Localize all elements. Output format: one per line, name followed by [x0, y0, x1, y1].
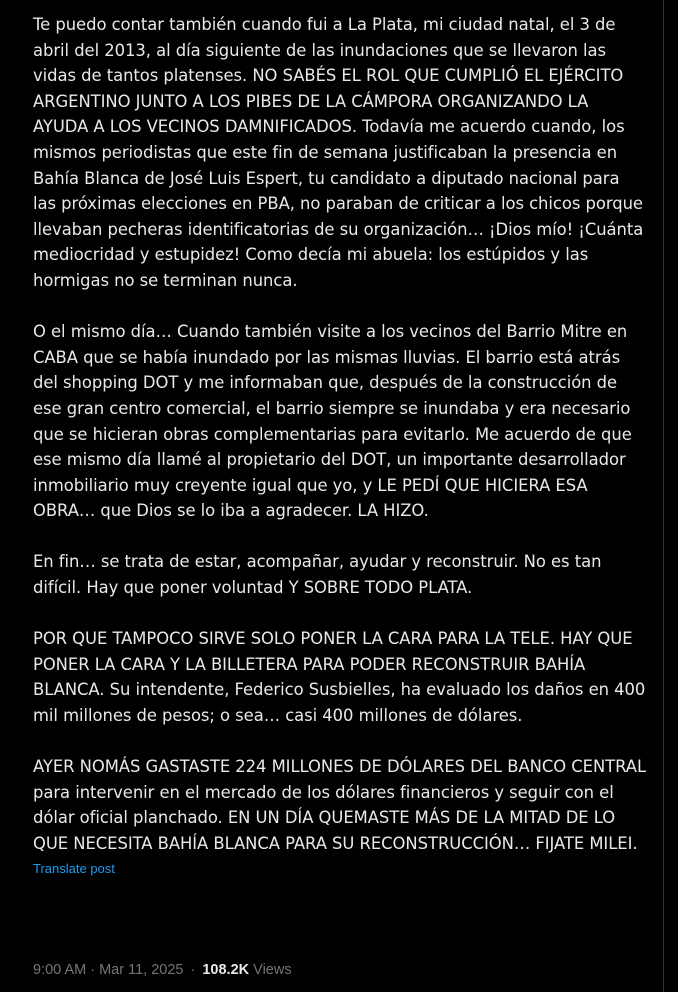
post-paragraph-4: POR QUE TAMPOCO SIRVE SOLO PONER LA CARA PARA LA TELE. HAY QUE PONER LA CARA Y LA BILLETERA PARA PODER RECONSTRUIR BAHÍA BLANCA. Su intendente, Federico Susbielles, ha evaluado los daños en 400 mil millones de pesos; o sea… casi 400 millones de dólares.	[33, 629, 646, 726]
meta-separator: ·	[190, 962, 196, 978]
post-meta	[33, 962, 292, 978]
post-text	[33, 12, 647, 857]
translate-post-link[interactable]: Translate post	[33, 860, 115, 876]
post-paragraph-1: Te puedo contar también cuando fui a La Plata, mi ciudad natal, el 3 de abril del 2013, al día siguiente de las inundaciones que se llevaron las vidas de tantos platenses. NO SABÉS EL ROL QUE CUMPLIÓ EL EJÉRCITO ARGENTINO JUNTO A LOS PIBES DE LA CÁMPORA ORGANIZANDO LA AYUDA A LOS VECINOS DAMNIFICADOS. Todavía me acuerdo cuando, los mismos periodistas que este fin de semana justificaban la presencia en Bahía Blanca de José Luis Espert, tu candidato a diputado nacional para las próximas elecciones en PBA, no paraban de criticar a los chicos porque llevaban pecheras identificatorias de su organización… ¡Dios mío! ¡Cuánta mediocridad y estupidez! Como decía mi abuela: los estúpidos y las hormigas no se terminan nunca.	[33, 15, 644, 290]
views-label: Views	[253, 962, 292, 978]
post-paragraph-3: En fin… se trata de estar, acompañar, ayudar y reconstruir. No es tan difícil. Hay que poner voluntad Y SOBRE TODO PLATA.	[33, 552, 602, 598]
views-count: 108.2K	[202, 962, 250, 978]
post-paragraph-5: AYER NOMÁS GASTASTE 224 MILLONES DE DÓLARES DEL BANCO CENTRAL para intervenir en el mercado de los dólares financieros y seguir con el dólar oficial planchado. EN UN DÍA QUEMASTE MÁS DE LA MITAD DE LO QUE NECESITA BAHÍA BLANCA PARA SU RECONSTRUCCIÓN… FIJATE MILEI.	[33, 757, 647, 853]
post-paragraph-2: O el mismo día… Cuando también visite a los vecinos del Barrio Mitre en CABA que se había inundado por las mismas lluvias. El barrio está atrás del shopping DOT y me informaban que, después de la construcción de ese gran centro comercial, el barrio siempre se inundaba y era necesario que se hicieran obras complementarias para evitarlo. Me acuerdo de que ese mismo día llamé al propietario del DOT, un importante desarrollador inmobiliario muy creyente igual que yo, y LE PEDÍ QUE HICIERA ESA OBRA… que Dios se lo iba a agradecer. LA HIZO.	[33, 322, 632, 521]
post-timestamp[interactable]: 9:00 AM · Mar 11, 2025	[33, 962, 184, 978]
